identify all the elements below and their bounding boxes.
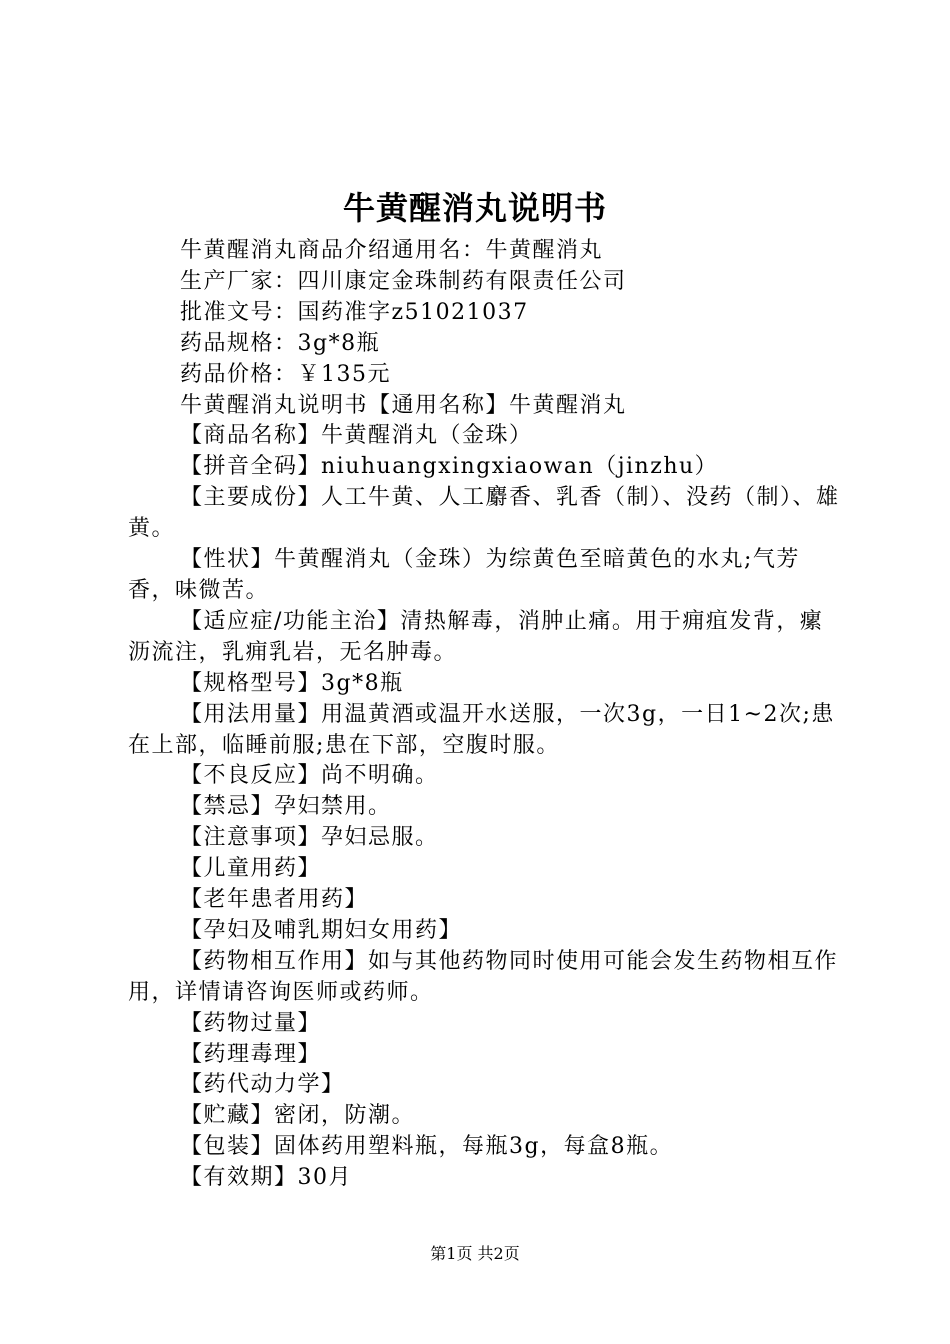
paragraph: 药品规格：3g*8瓶 [180, 330, 381, 356]
paragraph: 【用法用量】用温黄酒或温开水送服，一次3g，一日1~2次;患在上部，临睡前服;患在下部，空腹时服。 [128, 701, 835, 758]
paragraph: 【儿童用药】 [180, 856, 322, 882]
paragraph: 牛黄醒消丸说明书【通用名称】牛黄醒消丸 [180, 392, 627, 418]
page-footer: 第1页 共2页 [430, 1244, 520, 1263]
paragraph: 【药物过量】 [180, 1010, 322, 1036]
paragraph: 【商品名称】牛黄醒消丸（金珠） [180, 423, 533, 449]
paragraph: 生产厂家：四川康定金珠制药有限责任公司 [180, 268, 627, 294]
paragraph: 批准文号：国药准字z51021037 [180, 299, 529, 325]
paragraph: 【主要成份】人工牛黄、人工麝香、乳香（制）、没药（制）、雄黄。 [128, 485, 840, 542]
paragraph: 【有效期】30月 [180, 1165, 352, 1191]
paragraph: 【拼音全码】niuhuangxingxiaowan（jinzhu） [180, 454, 719, 480]
paragraph: 【贮藏】密闭，防潮。 [180, 1103, 416, 1129]
paragraph: 牛黄醒消丸商品介绍通用名：牛黄醒消丸 [180, 238, 604, 263]
paragraph: 【规格型号】3g*8瓶 [180, 670, 404, 696]
document-body [128, 236, 840, 1194]
paragraph: 【药物相互作用】如与其他药物同时使用可能会发生药物相互作用，详情请咨询医师或药师。 [128, 948, 839, 1005]
paragraph: 【适应症/功能主治】清热解毒，消肿止痛。用于痈疽发背，瘰沥流注，乳痈乳岩，无名肿毒。 [128, 608, 824, 665]
document-title: 牛黄醒消丸说明书 [342, 189, 607, 227]
paragraph: 【孕妇及哺乳期妇女用药】 [180, 917, 463, 943]
paragraph: 【药代动力学】 [180, 1072, 345, 1098]
paragraph: 【性状】牛黄醒消丸（金珠）为综黄色至暗黄色的水丸;气芳香，味微苦。 [128, 547, 800, 603]
paragraph: 【注意事项】孕妇忌服。 [180, 825, 439, 851]
paragraph: 【不良反应】尚不明确。 [180, 763, 439, 789]
paragraph: 【药理毒理】 [180, 1041, 322, 1067]
paragraph: 【禁忌】孕妇禁用。 [180, 794, 392, 820]
paragraph: 【老年患者用药】 [180, 887, 369, 913]
paragraph: 【包装】固体药用塑料瓶，每瓶3g，每盒8瓶。 [180, 1134, 674, 1160]
paragraph: 药品价格：￥135元 [180, 361, 391, 387]
